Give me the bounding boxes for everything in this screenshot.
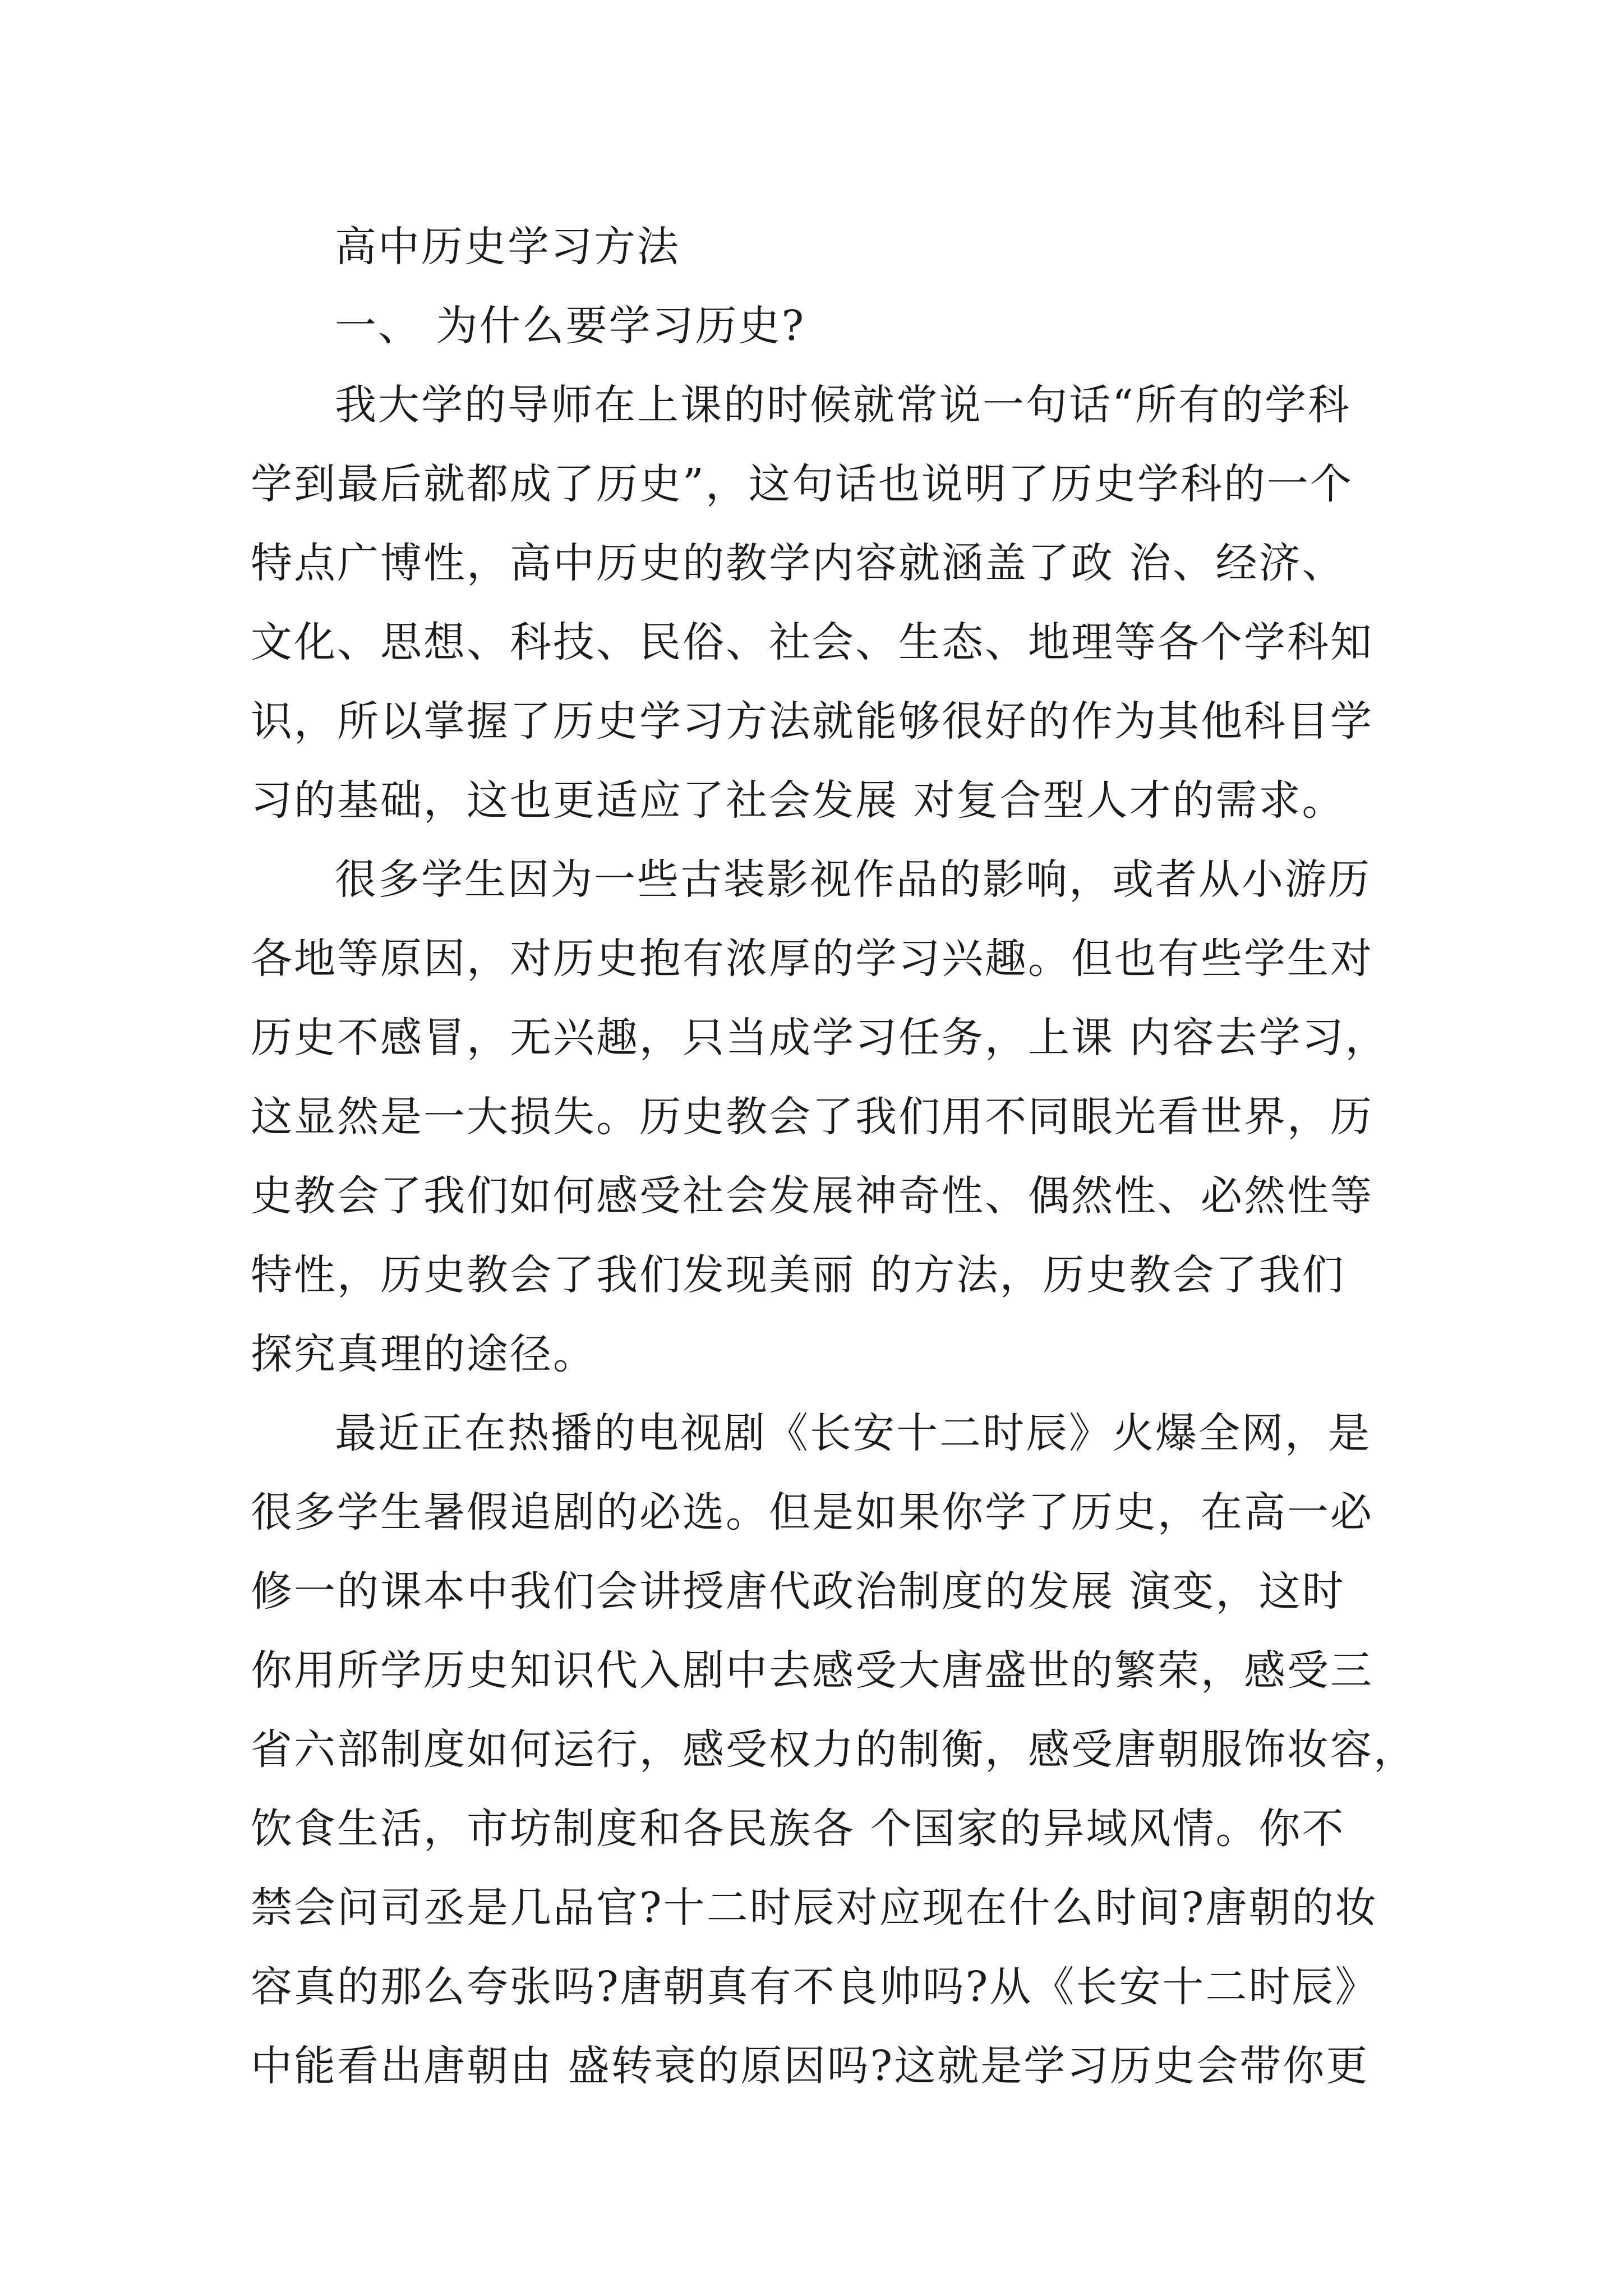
paragraph-line: 饮食生活，市坊制度和各民族各 个国家的异域风情。你不 [251,1805,1345,1853]
paragraph-line: 禁会问司丞是几品官?十二时辰对应现在什么时间?唐朝的妆 [251,1884,1378,1932]
paragraph-line: 中能看出唐朝由 盛转衰的原因吗?这就是学习历史会带你更 [251,2042,1370,2090]
paragraph-line: 文化、思想、科技、民俗、社会、生态、地理等各个学科知 [251,618,1373,666]
paragraph-1 [251,366,1378,840]
paragraph-line: 历史不感冒，无兴趣，只当成学习任务，上课 内容去学习， [251,1014,1389,1062]
paragraph-3 [251,1394,1417,2106]
paragraph-line: 修一的课本中我们会讲授唐代政治制度的发展 演变，这时 [251,1567,1345,1616]
paragraph-line: 特性，历史教会了我们发现美丽 的方法，历史教会了我们 [251,1251,1345,1299]
paragraph-line: 史教会了我们如何感受社会发展神奇性、偶然性、必然性等 [251,1172,1373,1220]
document-title: 高中历史学习方法 [335,223,680,271]
paragraph-line: 这显然是一大损失。历史教会了我们用不同眼光看世界，历 [251,1093,1373,1141]
paragraph-line: 你用所学历史知识代入剧中去感受大唐盛世的繁荣，感受三 [251,1646,1373,1695]
paragraph-line: 我大学的导师在上课的时候就常说一句话“所有的学科 [335,381,1351,429]
paragraph-line: 识，所以掌握了历史学习方法就能够很好的作为其他科目学 [251,697,1373,746]
paragraph-line: 探究真理的途径。 [251,1330,596,1378]
document-body [251,208,1417,2106]
paragraph-line: 最近正在热播的电视剧《长安十二时辰》火爆全网，是 [335,1409,1371,1457]
paragraph-line: 各地等原因，对历史抱有浓厚的学习兴趣。但也有些学生对 [251,935,1373,983]
paragraph-line: 容真的那么夸张吗?唐朝真有不良帅吗?从《长安十二时辰》 [251,1963,1378,2011]
paragraph-line: 省六部制度如何运行，感受权力的制衡，感受唐朝服饰妆容， [251,1726,1417,1774]
paragraph-line: 特点广博性，高中历史的教学内容就涵盖了政 治、经济、 [251,539,1345,587]
paragraph-line: 很多学生暑假追剧的必选。但是如果你学了历史，在高一必 [251,1488,1373,1536]
paragraph-2 [251,840,1389,1394]
section-heading: 一、 为什么要学习历史? [335,302,806,350]
paragraph-line: 很多学生因为一些古装影视作品的影响，或者从小游历 [335,855,1371,904]
paragraph-line: 学到最后就都成了历史”，这句话也说明了历史学科的一个 [251,460,1353,508]
paragraph-line: 习的基础，这也更适应了社会发展 对复合型人才的需求。 [251,776,1345,825]
